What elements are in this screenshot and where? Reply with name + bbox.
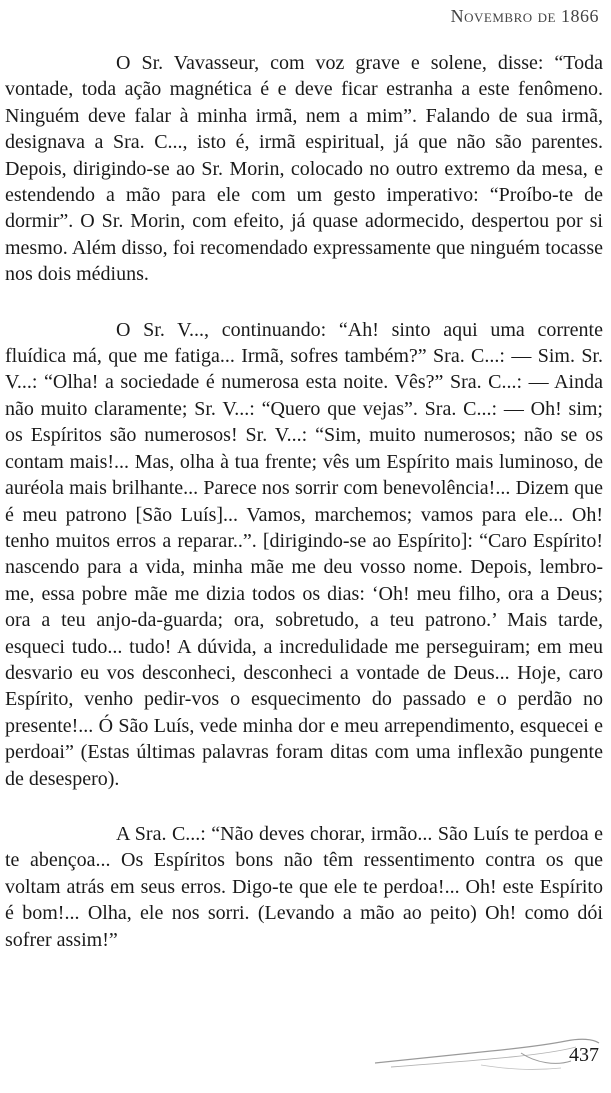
- paragraph-1: O Sr. Vavasseur, com voz grave e solene, disse: “Toda vontade, toda ação magnética é e deve ficar estranha a este fenômeno. Ninguém deve falar à minha irmã, nem a mim”. Falando de sua irmã, designava a Sra. C..., isto é, irmã espiritual, já que não são parentes. Depois, dirigindo-se ao Sr. Morin, colocado no outro extremo da mesa, e estendendo a mão para ele com um gesto imperativo: “Proíbo-te de dormir”. O Sr. Morin, com efeito, já quase adormecido, despertou por si mesmo. Além disso, foi recomendado expressamente que ninguém tocasse nos dois médiuns.: [5, 52, 603, 286]
- page-number: 437: [569, 1044, 599, 1066]
- folio: [371, 1033, 611, 1073]
- paragraph-2: O Sr. V..., continuando: “Ah! sinto aqui uma corrente fluídica má, que me fatiga... Irmã, sofres também?” Sra. C...: — Sim. Sr. V...: “Olha! a sociedade é numerosa esta noite. Vês?” Sra. C...: — Ainda não muito claramente; Sr. V...: “Quero que vejas”. Sra. C...: — Oh! sim; os Espíritos são numerosos! Sr. V...: “Sim, muito numerosos; não se os contam mais!... Mas, olha à tua frente; vês um Espírito mais luminoso, de auréola mais brilhante... Parece nos sorrir com benevolência!... Dizem que é meu patrono [São Luís]... Vamos, marchemos; vamos para ele... Oh! tenho muitos erros a reparar..”. [dirigindo-se ao Espírito]: “Caro Espírito! nascendo para a vida, minha mãe me deu vosso nome. Depois, lembro-me, essa pobre mãe me dizia todos os dias: ‘Oh! meu filho, ora a Deus; ora a teu anjo-da-guarda; ora, sobretudo, a teu patrono.’ Mais tarde, esqueci tudo... tudo! A dúvida, a incredulidade me perseguiram; em meu desvario eu vos desconheci, desconheci a vontade de Deus... Hoje, caro Espírito, venho pedir-vos o esquecimento do passado e o perdão no presente!... Ó São Luís, vede minha dor e meu arrependimento, esquecei e perdoai” (Estas últimas palavras foram ditas com uma inflexão pungente de desespero).: [5, 318, 603, 790]
- running-header: Novembro de 1866: [450, 6, 599, 26]
- page-body: [5, 50, 603, 982]
- paragraph-3: A Sra. C...: “Não deves chorar, irmão... São Luís te perdoa e te abençoa... Os Espíritos bons não têm ressentimento contra os que voltam atrás em seus erros. Digo-te que ele te perdoa!... Oh! este Espírito é bom!... Olha, ele nos sorri. (Levando a mão ao peito) Oh! como dói sofrer assim!”: [5, 822, 603, 951]
